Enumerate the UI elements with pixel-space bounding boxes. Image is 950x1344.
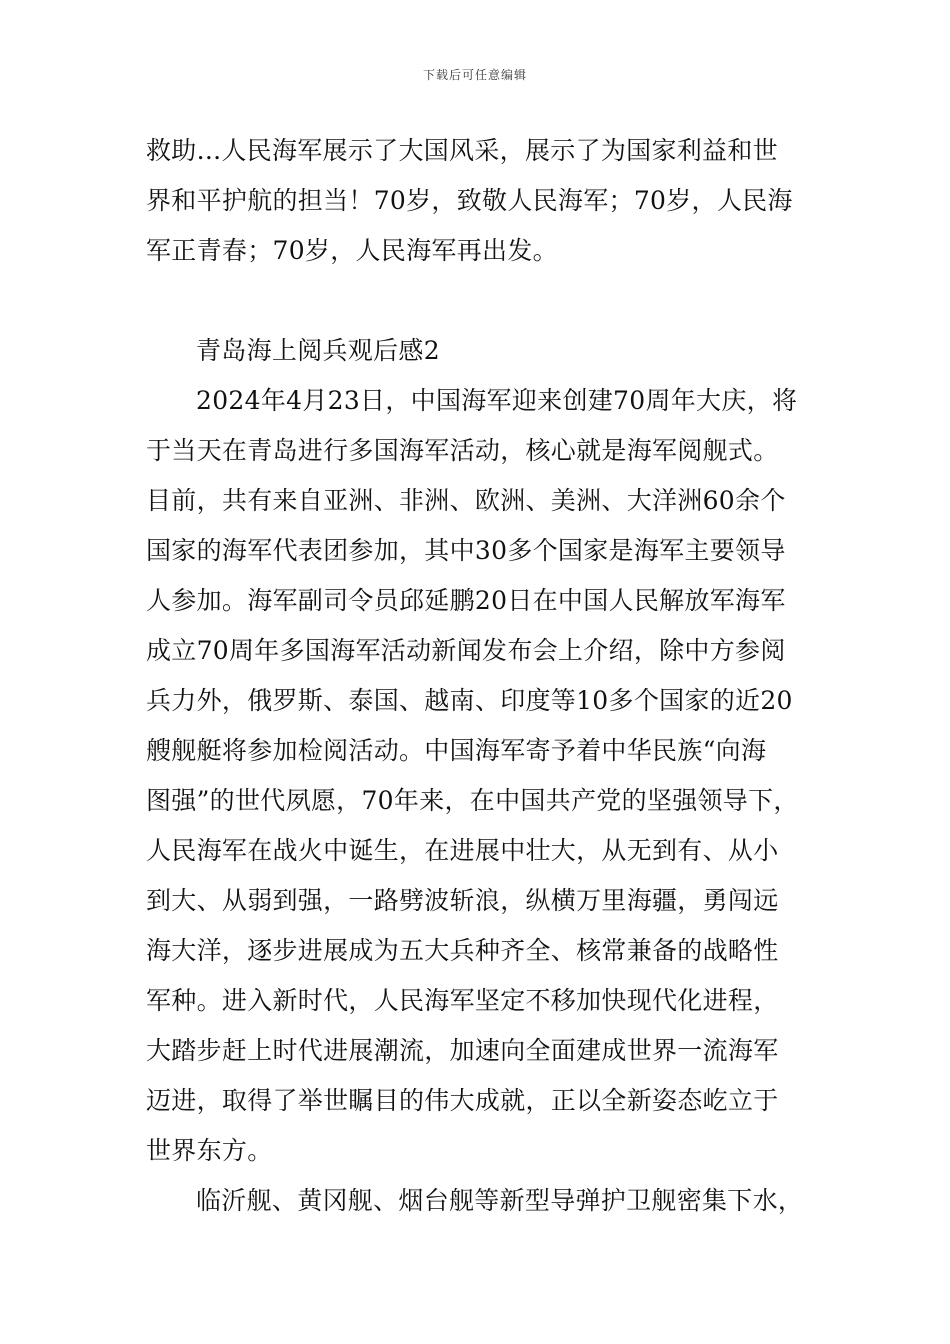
- paragraph-line: 目前，共有来自亚洲、非洲、欧洲、美洲、大洋洲60余个: [146, 486, 786, 515]
- paragraph-line: 军种。进入新时代，人民海军坚定不移加快现代化进程，: [146, 986, 779, 1015]
- paragraph-line: 于当天在青岛进行多国海军活动，核心就是海军阅舰式。: [146, 436, 779, 465]
- paragraph-line: 海大洋，逐步进展成为五大兵种齐全、核常兼备的战略性: [146, 936, 779, 965]
- paragraph-line: 2024年4月23日，中国海军迎来创建70周年大庆，将: [196, 386, 798, 415]
- paragraph-line: 图强”的世代夙愿，70年来，在中国共产党的坚强领导下，: [146, 786, 799, 815]
- paragraph-line: 艘舰艇将参加检阅活动。中国海军寄予着中华民族“向海: [146, 736, 767, 765]
- page-header: 下载后可任意编辑: [422, 68, 527, 82]
- paragraph-line: 成立70周年多国海军活动新闻发布会上介绍，除中方参阅: [146, 636, 786, 665]
- paragraph-line: 迈进，取得了举世瞩目的伟大成就，正以全新姿态屹立于: [146, 1086, 779, 1115]
- paragraph-line: 兵力外，俄罗斯、泰国、越南、印度等10多个国家的近20: [146, 686, 793, 715]
- paragraph-line: 人参加。海军副司令员邱延鹏20日在中国人民解放军海军: [146, 586, 786, 615]
- section-heading: 青岛海上阅兵观后感2: [196, 336, 440, 365]
- paragraph-line: 临沂舰、黄冈舰、烟台舰等新型导弹护卫舰密集下水，: [196, 1186, 804, 1215]
- paragraph-line: 国家的海军代表团参加，其中30多个国家是海军主要领导: [146, 536, 786, 565]
- paragraph-line: 救助...人民海军展示了大国风采，展示了为国家利益和世: [146, 136, 778, 165]
- paragraph-line: 到大、从弱到强，一路劈波斩浪，纵横万里海疆，勇闯远: [146, 886, 779, 915]
- paragraph-line: 世界东方。: [146, 1136, 273, 1165]
- paragraph-line: 军正青春；70岁，人民海军再出发。: [146, 236, 558, 265]
- paragraph-line: 人民海军在战火中诞生，在进展中壮大，从无到有、从小: [146, 836, 779, 865]
- paragraph-line: 大踏步赶上时代进展潮流，加速向全面建成世界一流海军: [146, 1036, 779, 1065]
- paragraph-line: 界和平护航的担当！70岁，致敬人民海军；70岁，人民海: [146, 186, 793, 215]
